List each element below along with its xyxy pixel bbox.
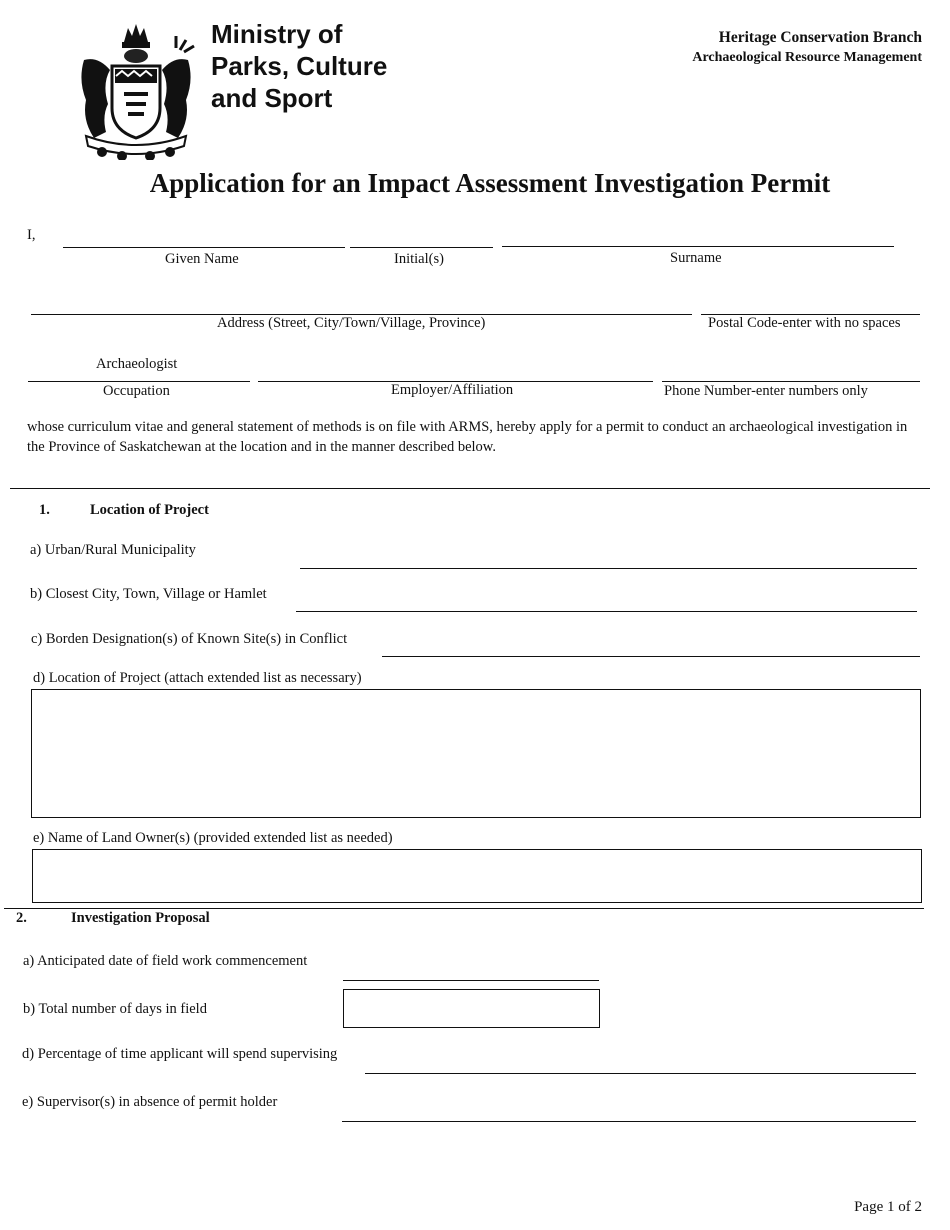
project-location-textarea[interactable] (31, 689, 921, 818)
phone-field[interactable] (662, 381, 920, 382)
phone-label: Phone Number-enter numbers only (664, 383, 868, 399)
land-owner-textarea[interactable] (32, 849, 922, 903)
occupation-field[interactable] (28, 381, 250, 382)
section-2-number: 2. (16, 910, 27, 926)
supervisors-field[interactable] (342, 1121, 916, 1122)
given-name-field[interactable] (63, 247, 345, 248)
project-location-label: d) Location of Project (attach extended list as necessary) (33, 670, 362, 686)
page-number: Page 1 of 2 (854, 1199, 922, 1215)
commencement-date-field[interactable] (343, 980, 599, 981)
section-divider (10, 488, 930, 489)
branch-name: Heritage Conservation Branch (718, 29, 922, 46)
branch-heading (692, 28, 922, 68)
occupation-value[interactable]: Archaeologist (96, 356, 178, 372)
municipality-label: a) Urban/Rural Municipality (30, 542, 196, 558)
surname-label: Surname (670, 250, 722, 266)
ministry-name (211, 18, 387, 114)
address-label: Address (Street, City/Town/Village, Province) (217, 315, 486, 331)
ministry-line-1: Ministry of (211, 19, 343, 49)
ministry-line-2: Parks, Culture (211, 51, 388, 81)
given-name-label: Given Name (165, 251, 239, 267)
ministry-line-3: and Sport (211, 83, 333, 113)
borden-designation-field[interactable] (382, 656, 920, 657)
supervisors-label: e) Supervisor(s) in absence of permit holder (22, 1094, 278, 1110)
closest-town-field[interactable] (296, 611, 917, 612)
closest-town-label: b) Closest City, Town, Village or Hamlet (30, 586, 267, 602)
section-1-number: 1. (39, 502, 50, 518)
occupation-label: Occupation (103, 383, 170, 399)
supervising-percentage-label: d) Percentage of time applicant will spend supervising (22, 1046, 338, 1062)
municipality-field[interactable] (300, 568, 917, 569)
section-divider (4, 908, 924, 909)
form-title: Application for an Impact Assessment Investigation Permit (149, 168, 831, 198)
days-in-field-input[interactable] (343, 989, 600, 1028)
coat-of-arms-icon (72, 20, 200, 160)
section-1-heading: Location of Project (90, 502, 209, 518)
employer-label: Employer/Affiliation (391, 382, 514, 398)
postal-code-label: Postal Code-enter with no spaces (708, 315, 901, 331)
initials-field[interactable] (350, 247, 493, 248)
commencement-date-label: a) Anticipated date of field work commencement (23, 953, 308, 969)
initials-label: Initial(s) (394, 251, 444, 267)
supervising-percentage-field[interactable] (365, 1073, 916, 1074)
applicant-prefix: I, (27, 227, 36, 243)
section-2-heading: Investigation Proposal (71, 910, 210, 926)
days-in-field-label: b) Total number of days in field (23, 1001, 207, 1017)
land-owner-label: e) Name of Land Owner(s) (provided extended list as needed) (33, 830, 393, 846)
borden-designation-label: c) Borden Designation(s) of Known Site(s) in Conflict (31, 631, 348, 647)
unit-name: Archaeological Resource Management (692, 50, 922, 65)
application-statement: whose curriculum vitae and general statement of methods is on file with ARMS, hereby apply for a permit to conduct an archaeological investigation in the Province of Saskatchewan at the location and in the manner described below. (27, 419, 908, 455)
surname-field[interactable] (502, 246, 894, 247)
